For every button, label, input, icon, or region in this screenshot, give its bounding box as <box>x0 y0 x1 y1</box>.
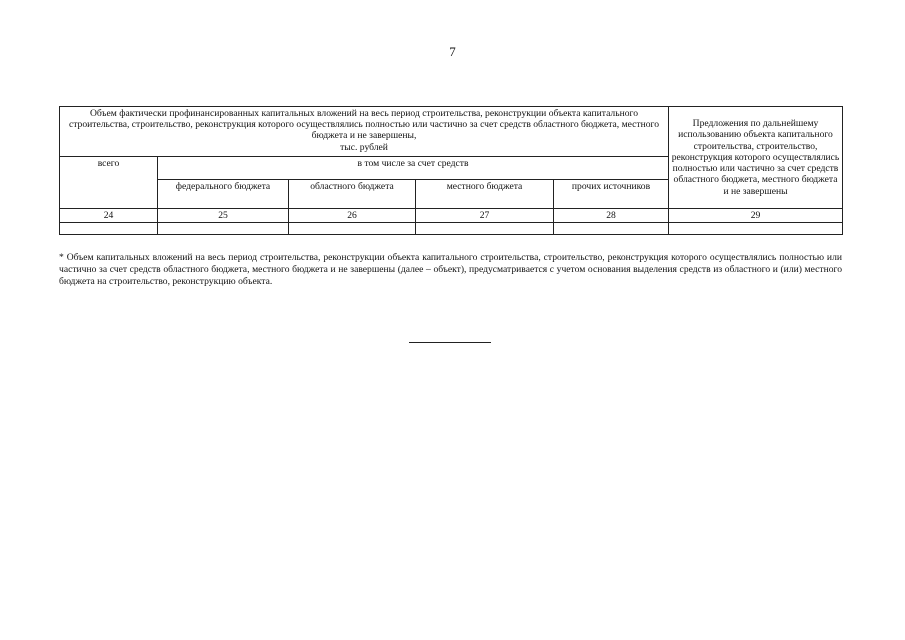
column-numbers-row <box>60 209 843 223</box>
header-federal-budget: федерального бюджета <box>158 180 289 209</box>
column-number: 24 <box>60 209 158 223</box>
footnote: * Объем капитальных вложений на весь период строительства, реконструкции объекта капитального строительства, строительство, реконструкция которого осуществлялись полностью или частично за счет средств областного бюджета, местного бюджета и не завершены (далее – объект), предусматривается с учетом основания выделения средств из областного и (или) местного бюджета на строительство, реконструкцию объекта. <box>59 252 842 287</box>
table-row <box>60 223 843 235</box>
header-local-budget: местного бюджета <box>416 180 554 209</box>
page-number: 7 <box>449 44 456 59</box>
table-cell <box>669 223 843 235</box>
header-total-cell: всего <box>60 157 158 209</box>
table-cell <box>158 223 289 235</box>
header-regional-budget: областного бюджета <box>289 180 416 209</box>
table-cell <box>416 223 554 235</box>
header-main-cell <box>60 107 669 157</box>
table-cell <box>554 223 669 235</box>
table-cell <box>289 223 416 235</box>
column-number: 26 <box>289 209 416 223</box>
header-unit-text: тыс. рублей <box>340 141 388 153</box>
column-number: 25 <box>158 209 289 223</box>
column-number: 29 <box>669 209 843 223</box>
header-other-sources: прочих источников <box>554 180 669 209</box>
header-including-cell: в том числе за счет средств <box>158 157 669 180</box>
capital-investment-table <box>59 106 843 235</box>
table-cell <box>60 223 158 235</box>
header-proposals-cell: Предложения по дальнейшему использованию объекта капитального строительства, строительство, реконструкция которого осуществлялись полностью или частично за счет средств областного бюджета, местного бюджета и не завершены <box>669 107 843 209</box>
column-number: 28 <box>554 209 669 223</box>
closing-rule <box>409 342 491 343</box>
column-number: 27 <box>416 209 554 223</box>
header-main-text: Объем фактически профинансированных капитальных вложений на весь период строительства, реконструкции объекта капитального строительства, строительство, реконструкция которого осуществлялись полностью или частично за счет средств областного бюджета, местного бюджета и не завершены, <box>68 108 660 142</box>
